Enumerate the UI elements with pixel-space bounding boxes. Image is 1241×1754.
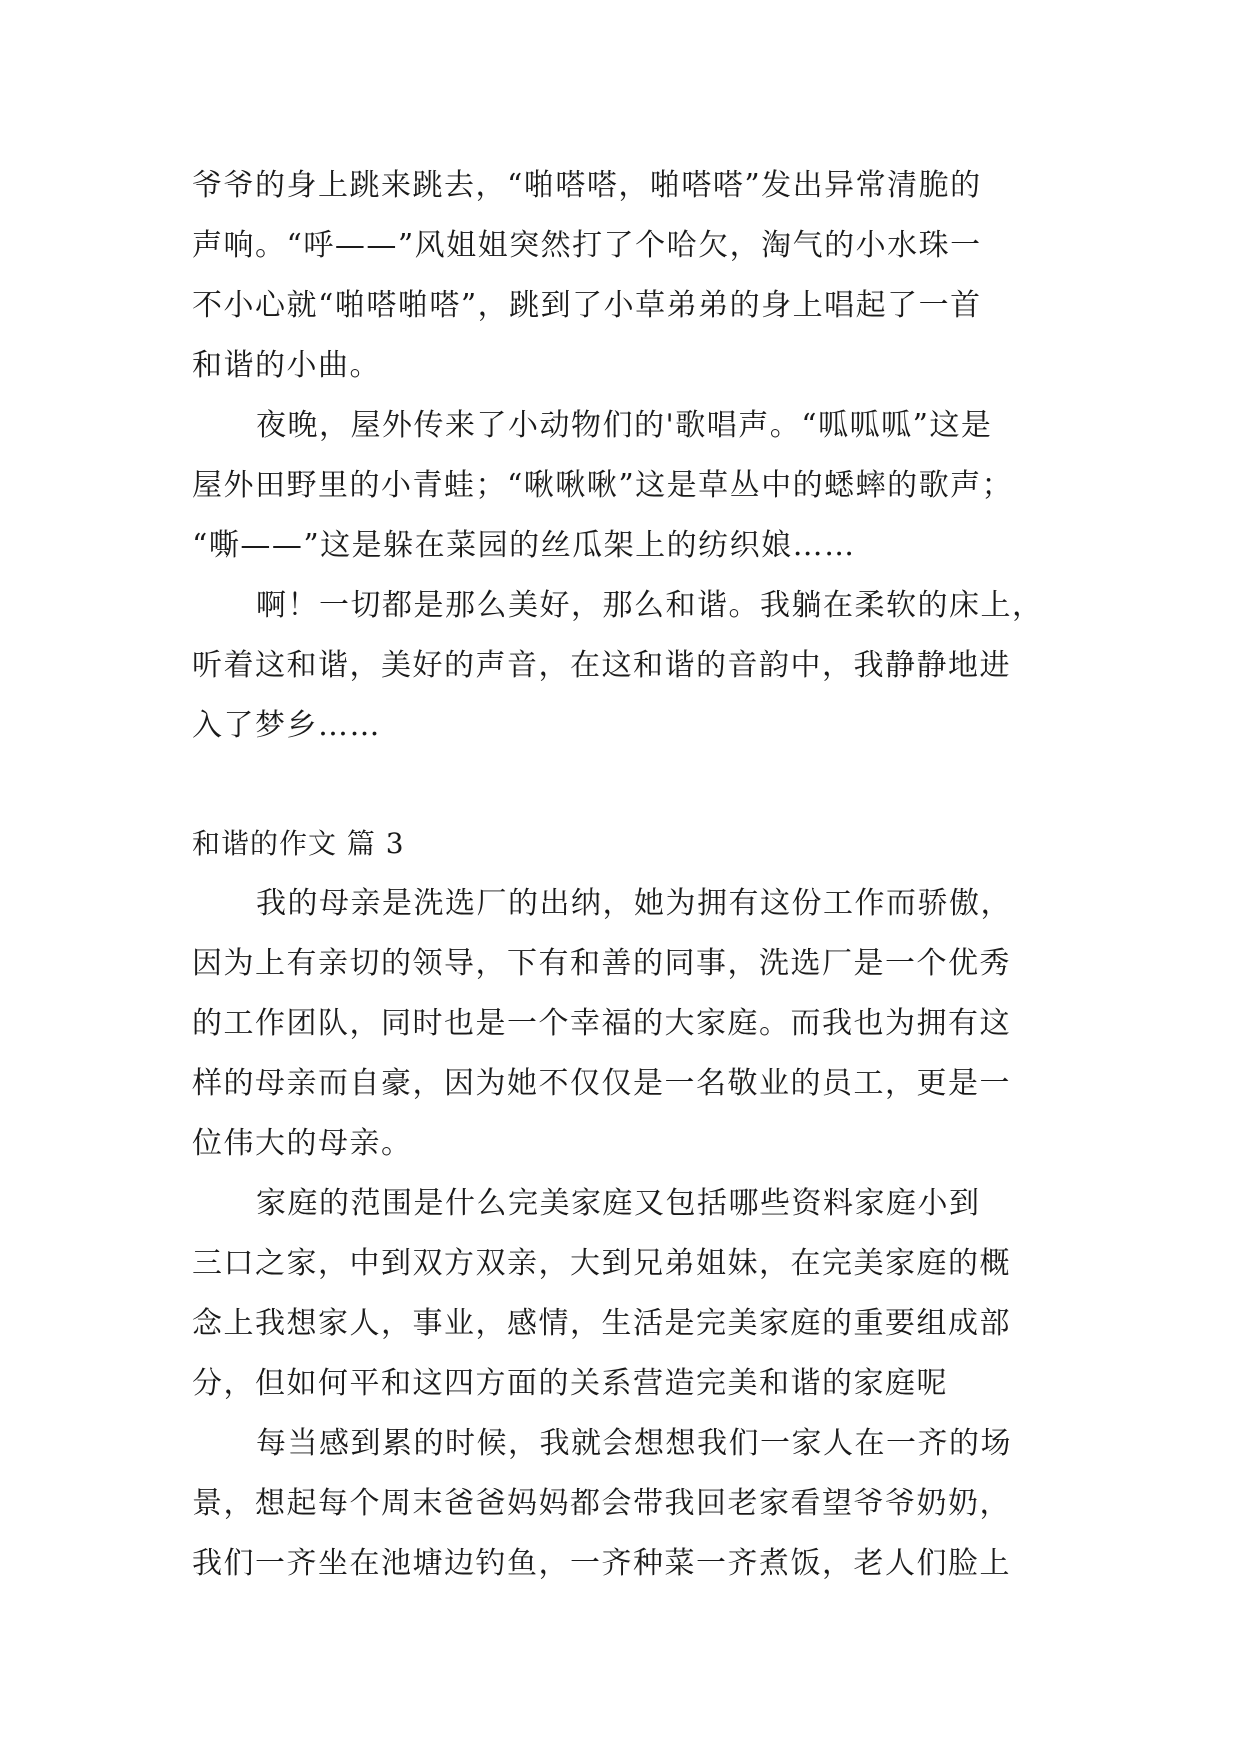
text-line: 我的母亲是洗选厂的出纳，她为拥有这份工作而骄傲， [256, 886, 1012, 921]
text-line: 啊！一切都是那么美好，那么和谐。我躺在柔软的床上， [256, 588, 1044, 623]
document-body [192, 156, 1092, 1594]
paragraph [192, 156, 1092, 396]
text-line: 入了梦乡…… [192, 708, 381, 743]
text-line: 因为上有亲切的领导，下有和善的同事，洗选厂是一个优秀 [192, 946, 1011, 981]
text-line: 听着这和谐，美好的声音，在这和谐的音韵中，我静静地进 [192, 648, 1011, 683]
text-line: 不小心就“啪嗒啪嗒”，跳到了小草弟弟的身上唱起了一首 [192, 288, 982, 323]
text-line: 样的母亲而自豪，因为她不仅仅是一名敬业的员工，更是一 [192, 1066, 1011, 1101]
text-line: 家庭的范围是什么完美家庭又包括哪些资料家庭小到 [256, 1186, 981, 1221]
text-line: 三口之家，中到双方双亲，大到兄弟姐妹，在完美家庭的概 [192, 1246, 1011, 1281]
paragraph [192, 1174, 1092, 1414]
section-heading: 和谐的作文 篇 3 [192, 827, 405, 860]
text-line: 屋外田野里的小青蛙；“啾啾啾”这是草丛中的蟋蟀的歌声； [192, 468, 1014, 503]
text-line: 每当感到累的时候，我就会想想我们一家人在一齐的场 [256, 1426, 1012, 1461]
text-line: 和谐的小曲。 [192, 348, 381, 383]
paragraph [192, 874, 1092, 1174]
paragraph [192, 576, 1092, 756]
text-line: 夜晚，屋外传来了小动物们的'歌唱声。“呱呱呱”这是 [256, 408, 993, 443]
text-line: 我们一齐坐在池塘边钓鱼，一齐种菜一齐煮饭，老人们脸上 [192, 1546, 1011, 1581]
text-line: 景，想起每个周末爸爸妈妈都会带我回老家看望爷爷奶奶， [192, 1486, 1011, 1521]
text-line: “嘶——”这是躲在菜园的丝瓜架上的纺织娘…… [192, 528, 856, 563]
text-line: 的工作团队，同时也是一个幸福的大家庭。而我也为拥有这 [192, 1006, 1011, 1041]
text-line: 位伟大的母亲。 [192, 1126, 413, 1161]
text-line: 爷爷的身上跳来跳去，“啪嗒嗒，啪嗒嗒”发出异常清脆的 [192, 168, 982, 203]
text-line: 念上我想家人，事业，感情，生活是完美家庭的重要组成部 [192, 1306, 1011, 1341]
text-line: 分，但如何平和这四方面的关系营造完美和谐的家庭呢 [192, 1366, 948, 1401]
paragraph [192, 396, 1092, 576]
text-line: 声响。“呼——”风姐姐突然打了个哈欠，淘气的小水珠一 [192, 228, 982, 263]
paragraph [192, 1414, 1092, 1594]
